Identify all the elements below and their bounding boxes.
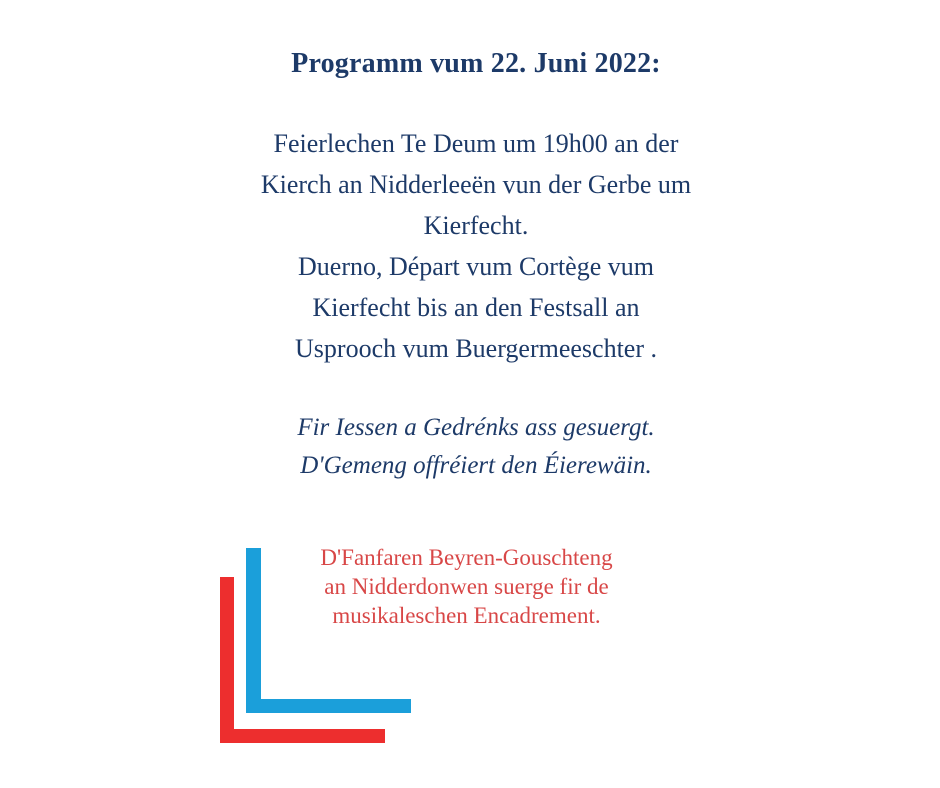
note-line: Fir Iessen a Gedrénks ass gesuergt.	[297, 414, 655, 441]
fanfare-line: an Nidderdonwen suerge fir de	[324, 574, 609, 599]
poster-title: Programm vum 22. Juni 2022:	[291, 48, 661, 79]
program-line: Kierch an Nidderleeën vun der Gerbe um	[260, 170, 692, 199]
program-line: Usprooch vum Buergermeeschter .	[295, 334, 657, 363]
fanfare-line: musikaleschen Encadrement.	[332, 603, 601, 628]
fanfare-line: D'Fanfaren Beyren-Gouschteng	[320, 545, 613, 570]
program-line: Feierlechen Te Deum um 19h00 an der	[273, 129, 679, 158]
fanfare-credit-block	[270, 543, 663, 630]
program-line: Duerno, Départ vum Cortège vum	[298, 252, 654, 281]
catering-note-block	[12, 409, 940, 485]
program-line: Kierfecht bis an den Festsall an	[312, 293, 640, 322]
program-text-block	[12, 123, 940, 369]
program-line: Kierfecht.	[423, 211, 529, 240]
note-line: D'Gemeng offréiert den Éierewäin.	[300, 452, 652, 479]
